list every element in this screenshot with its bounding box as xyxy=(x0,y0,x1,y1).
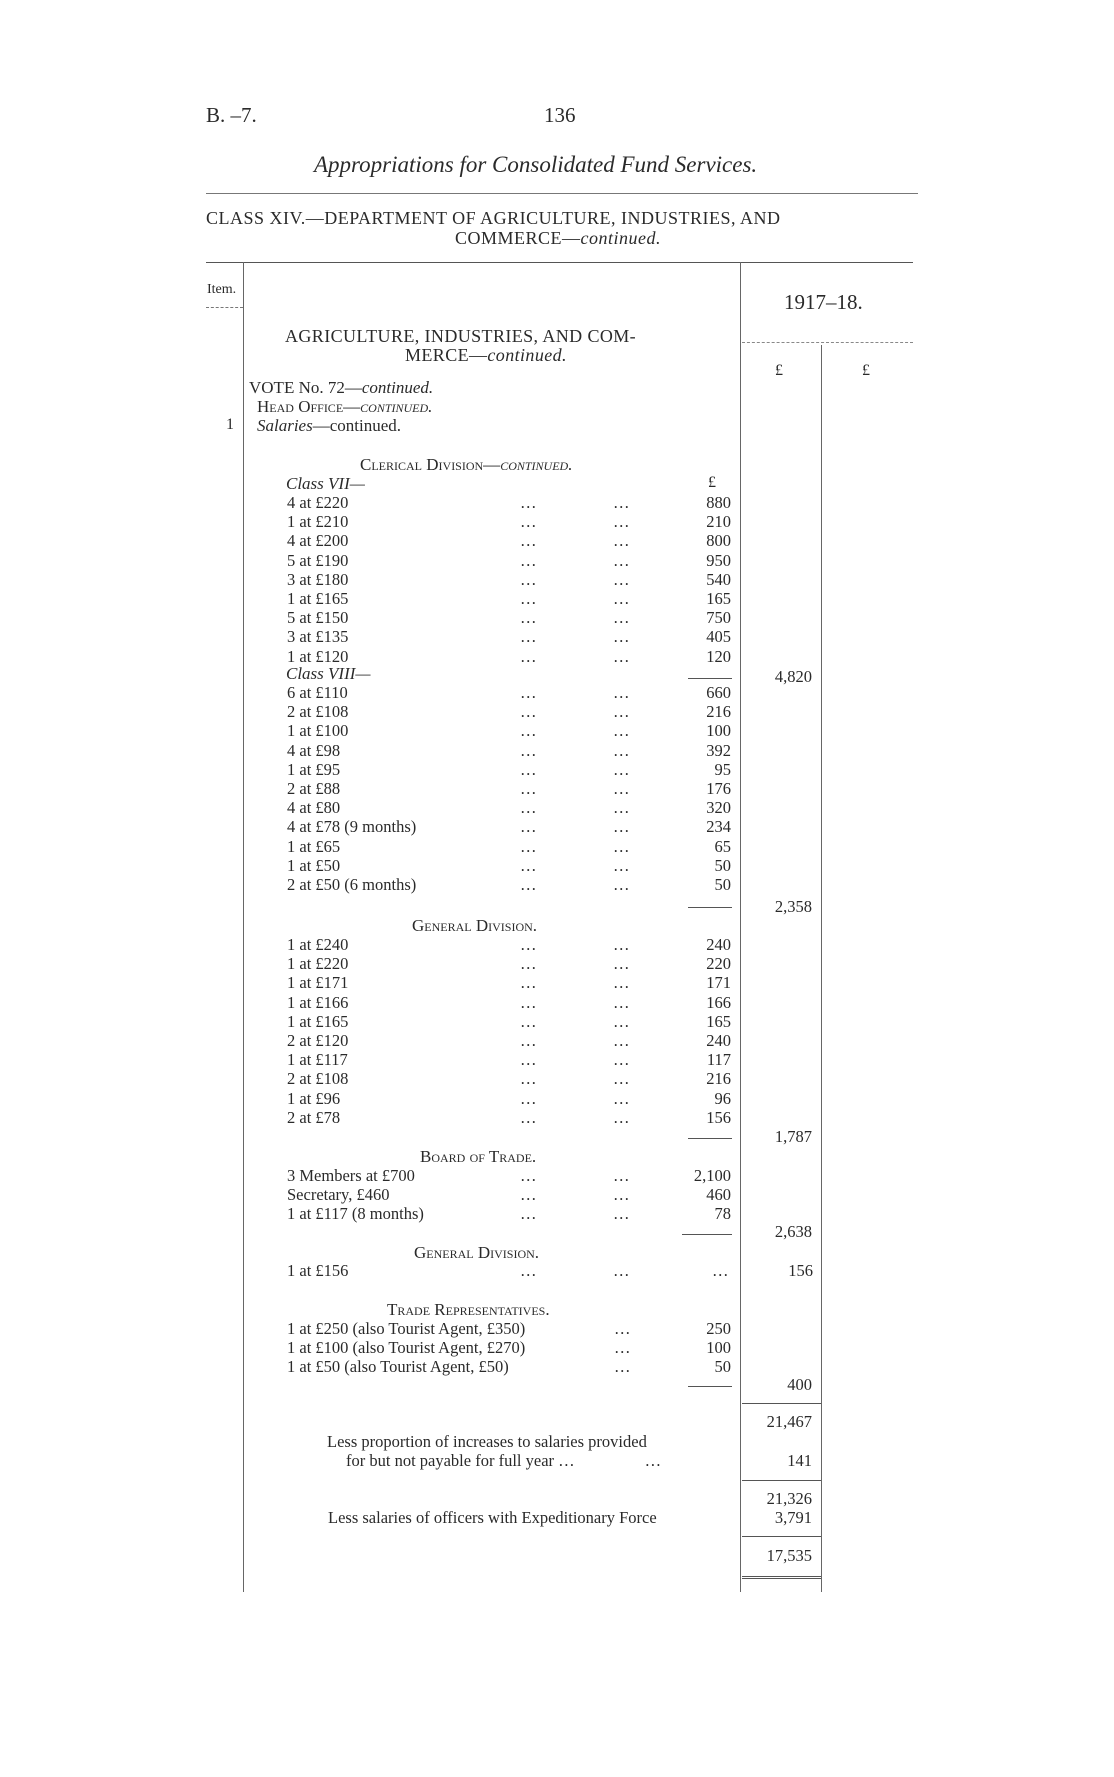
general-division-amount: 240 xyxy=(706,935,731,954)
amount-column-rule xyxy=(740,262,741,1592)
general-division-amount: 240 xyxy=(706,1031,731,1050)
year-header-rule xyxy=(742,342,913,343)
class-vii-amount: 165 xyxy=(706,589,731,608)
general-division-row xyxy=(0,993,1114,1012)
class-viii-label: 4 at £98 xyxy=(287,740,341,760)
class-vii-label: 4 at £220 xyxy=(287,493,349,512)
dot-leader: … xyxy=(613,759,630,779)
class-vii-amount: 750 xyxy=(706,608,731,628)
dot-leader: … xyxy=(613,954,630,974)
class-viii-label: 4 at £78 (9 months) xyxy=(287,817,417,837)
dot-leader: … xyxy=(613,779,630,798)
less-increases-amount: 141 xyxy=(787,1451,812,1470)
dot-leader: … xyxy=(520,1031,537,1050)
dot-leader: … xyxy=(520,683,537,702)
document-reference: B. –7. xyxy=(206,103,257,127)
dot-leader: … xyxy=(613,550,630,570)
dot-leader: … xyxy=(712,1261,729,1280)
board-of-trade-total-rule xyxy=(682,1234,732,1235)
trade-representatives-amount: 250 xyxy=(706,1319,731,1338)
board-of-trade-row xyxy=(0,1166,1114,1185)
dot-leader: … xyxy=(613,493,630,512)
class-vii-amount: 405 xyxy=(706,627,731,647)
dot-leader: … xyxy=(613,817,630,837)
dot-leader: … xyxy=(613,512,630,532)
class-viii-label: 1 at £65 xyxy=(287,836,341,856)
class-heading-line2 xyxy=(455,228,661,249)
general-division-row xyxy=(0,935,1114,954)
dot-leader: … xyxy=(613,627,630,647)
class-vii-row xyxy=(0,589,1114,608)
class-vii-row xyxy=(0,512,1114,531)
class-viii-label: Class VIII— xyxy=(286,664,371,683)
class-vii-label: 3 at £135 xyxy=(287,627,349,647)
class-viii-row xyxy=(0,683,1114,702)
class-heading-main: COMMERCE— xyxy=(455,228,581,248)
general-division-row xyxy=(0,1069,1114,1088)
dot-leader: … xyxy=(520,992,537,1012)
item-header-rule xyxy=(206,307,243,308)
class-viii-label: 2 at £108 xyxy=(287,702,349,722)
dot-leader: … xyxy=(613,1031,630,1050)
class-vii-label: 5 at £190 xyxy=(287,550,349,570)
trade-representatives-label: 1 at £250 (also Tourist Agent, £350) xyxy=(287,1319,526,1338)
class-viii-amount: 50 xyxy=(714,855,731,875)
general-division-2-row xyxy=(0,1261,1114,1280)
clerical-division-continued: continued. xyxy=(500,455,573,474)
class-vii-amount: 120 xyxy=(706,646,731,666)
class-heading-continued: continued. xyxy=(580,228,662,248)
dot-leader: … xyxy=(520,493,537,512)
dot-leader: … xyxy=(520,875,537,894)
board-of-trade-label: Secretary, £460 xyxy=(287,1185,390,1205)
dot-leader: … xyxy=(520,954,537,974)
page-title: Appropriations for Consolidated Fund Services. xyxy=(314,152,758,177)
class-vii-label: 5 at £150 xyxy=(287,608,349,628)
class-viii-label: 6 at £110 xyxy=(287,683,348,702)
class-viii-amount: 95 xyxy=(714,759,731,779)
board-of-trade-label: 1 at £117 (8 months) xyxy=(287,1204,424,1224)
dot-leader: … xyxy=(520,1261,537,1280)
dot-leader: … xyxy=(520,531,537,551)
board-of-trade-row xyxy=(0,1204,1114,1223)
salaries-label: Salaries xyxy=(257,416,313,435)
grand-total: 17,535 xyxy=(766,1546,812,1565)
dot-leader: … xyxy=(613,646,630,666)
class-vii-label: 3 at £180 xyxy=(287,569,349,589)
item-column-header: Item. xyxy=(207,282,237,297)
class-viii-label: 2 at £50 (6 months) xyxy=(287,875,417,894)
vote-line xyxy=(249,378,433,398)
class-viii-label: 1 at £100 xyxy=(287,721,349,741)
head-office-continued: continued. xyxy=(360,397,433,416)
dot-leader: … xyxy=(520,973,537,993)
dot-leader: … xyxy=(613,683,630,702)
trade-representatives-total: 400 xyxy=(787,1375,812,1394)
class-viii-amount: 660 xyxy=(706,683,731,702)
dot-leader: … xyxy=(644,1451,662,1470)
dot-leader: … xyxy=(613,1204,630,1224)
less-expeditionary-amount: 3,791 xyxy=(774,1508,812,1527)
general-division-row xyxy=(0,1012,1114,1031)
subtotal-1-rule xyxy=(742,1403,821,1404)
dot-leader: … xyxy=(613,992,630,1012)
class-vii-amount: 800 xyxy=(706,531,731,551)
board-of-trade-amount: 2,100 xyxy=(693,1166,731,1185)
dot-leader: … xyxy=(520,740,537,760)
vote-continued: continued. xyxy=(361,378,434,397)
general-division-heading: General Division. xyxy=(412,916,538,935)
section-title-main: MERCE— xyxy=(405,345,488,365)
general-division-amount: 165 xyxy=(706,1011,731,1031)
board-of-trade-heading: Board of Trade. xyxy=(420,1147,537,1166)
dot-leader: … xyxy=(520,702,537,722)
dot-leader: … xyxy=(613,1069,630,1089)
dot-leader: … xyxy=(520,798,537,818)
dot-leader: … xyxy=(613,836,630,856)
class-viii-row xyxy=(0,741,1114,760)
class-viii-row xyxy=(0,702,1114,721)
dot-leader: … xyxy=(520,836,537,856)
general-division-total: 1,787 xyxy=(774,1127,812,1146)
dot-leader: … xyxy=(520,1011,537,1031)
dot-leader: … xyxy=(613,798,630,818)
dot-leader: … xyxy=(614,1319,631,1338)
class-vii-label: 4 at £200 xyxy=(287,531,349,551)
board-of-trade-total: 2,638 xyxy=(774,1222,812,1241)
class-viii-amount: 65 xyxy=(714,836,731,856)
general-division-label: 1 at £166 xyxy=(287,992,349,1012)
title-rule xyxy=(206,193,918,194)
dot-leader: … xyxy=(520,721,537,741)
salaries-continued: —continued. xyxy=(312,416,402,435)
class-viii-label: 2 at £88 xyxy=(287,779,341,798)
general-division-total-rule xyxy=(688,1138,732,1139)
class-viii-row xyxy=(0,760,1114,779)
trade-representatives-heading: Trade Representatives. xyxy=(387,1300,550,1319)
general-division-row xyxy=(0,1050,1114,1069)
class-vii-row xyxy=(0,608,1114,627)
pound-column-symbol: £ xyxy=(708,474,716,491)
dot-leader: … xyxy=(614,1338,631,1358)
dot-leader: … xyxy=(520,779,537,798)
dot-leader: … xyxy=(520,759,537,779)
grand-total-double-rule xyxy=(742,1576,821,1579)
class-viii-label: 1 at £50 xyxy=(287,855,341,875)
section-title-continued: continued. xyxy=(487,345,567,365)
dot-leader: … xyxy=(558,1451,575,1470)
class-viii-total: 2,358 xyxy=(774,897,812,916)
general-division-2-total: 156 xyxy=(788,1261,813,1280)
dot-leader: … xyxy=(520,627,537,647)
class-heading-line1: CLASS XIV.—DEPARTMENT OF AGRICULTURE, INDUSTRIES, AND xyxy=(206,208,781,228)
dot-leader: … xyxy=(520,935,537,954)
subtotal-1: 21,467 xyxy=(766,1412,812,1431)
general-division-label: 1 at £117 xyxy=(287,1050,348,1070)
class-vii-label: 1 at £165 xyxy=(287,589,349,608)
class-viii-row xyxy=(0,779,1114,798)
class-vii-label: Class VII— xyxy=(286,474,365,493)
less-expeditionary-label: Less salaries of officers with Expeditionary Force xyxy=(328,1508,657,1527)
clerical-division-label: Clerical Division— xyxy=(360,455,501,474)
dot-leader: … xyxy=(613,608,630,628)
dot-leader: … xyxy=(520,1069,537,1089)
general-division-row xyxy=(0,1108,1114,1127)
dot-leader: … xyxy=(613,1050,630,1070)
item-column-rule xyxy=(243,262,244,1592)
class-vii-total-rule xyxy=(688,678,732,679)
dot-leader: … xyxy=(520,1050,537,1070)
class-vii-amount: 880 xyxy=(706,493,731,512)
dot-leader: … xyxy=(613,1166,630,1185)
trade-representatives-row xyxy=(0,1319,1114,1338)
board-of-trade-row xyxy=(0,1185,1114,1204)
general-division-amount: 220 xyxy=(706,954,731,974)
item-number: 1 xyxy=(226,416,234,433)
section-title-line2 xyxy=(405,345,567,366)
dot-leader: … xyxy=(520,512,537,532)
dot-leader: … xyxy=(520,569,537,589)
dot-leader: … xyxy=(520,608,537,628)
table-top-rule xyxy=(206,262,913,263)
class-vii-label: 1 at £120 xyxy=(287,646,349,666)
clerical-division-heading xyxy=(360,455,572,475)
board-of-trade-label: 3 Members at £700 xyxy=(287,1166,415,1185)
head-office-label: Head Office— xyxy=(257,397,361,416)
dot-leader: … xyxy=(613,702,630,722)
trade-representatives-row xyxy=(0,1357,1114,1376)
class-viii-row xyxy=(0,856,1114,875)
class-viii-row xyxy=(0,721,1114,740)
trade-representatives-label: 1 at £100 (also Tourist Agent, £270) xyxy=(287,1338,526,1358)
general-division-amount: 117 xyxy=(706,1050,731,1070)
grand-total-rule xyxy=(742,1536,821,1537)
dot-leader: … xyxy=(613,875,630,894)
dot-leader: … xyxy=(520,1107,537,1127)
dot-leader: … xyxy=(613,855,630,875)
class-viii-row xyxy=(0,798,1114,817)
general-division-label: 2 at £120 xyxy=(287,1031,349,1050)
dot-leader: … xyxy=(613,1011,630,1031)
dot-leader: … xyxy=(520,1166,537,1185)
class-viii-amount: 50 xyxy=(714,875,731,894)
general-division-label: 1 at £171 xyxy=(287,973,349,993)
class-vii-row xyxy=(0,627,1114,646)
general-division-amount: 171 xyxy=(706,973,731,993)
class-vii-total: 4,820 xyxy=(774,667,812,686)
dot-leader: … xyxy=(520,1088,537,1108)
subtotal-2: 21,326 xyxy=(766,1489,812,1508)
class-viii-amount: 234 xyxy=(706,817,731,837)
trade-representatives-label: 1 at £50 (also Tourist Agent, £50) xyxy=(287,1357,509,1377)
class-vii-row xyxy=(0,551,1114,570)
class-viii-amount: 100 xyxy=(706,721,731,741)
general-division-row xyxy=(0,1031,1114,1050)
trade-representatives-row xyxy=(0,1338,1114,1357)
board-of-trade-amount: 78 xyxy=(714,1204,731,1224)
dot-leader: … xyxy=(613,1185,630,1205)
dot-leader: … xyxy=(613,589,630,608)
trade-representatives-total-rule xyxy=(688,1386,732,1387)
general-division-amount: 156 xyxy=(706,1107,731,1127)
less-increases-line2 xyxy=(346,1451,661,1470)
class-vii-row xyxy=(0,647,1114,666)
dot-leader: … xyxy=(613,1088,630,1108)
subtotal-2-rule xyxy=(742,1480,821,1481)
year-column-header: 1917–18. xyxy=(784,290,863,314)
general-division-row xyxy=(0,1089,1114,1108)
class-vii-amount: 540 xyxy=(706,569,731,589)
general-division-amount: 96 xyxy=(714,1088,731,1108)
dot-leader: … xyxy=(520,646,537,666)
class-viii-amount: 320 xyxy=(706,798,731,818)
trade-representatives-amount: 100 xyxy=(706,1338,731,1358)
page-number: 136 xyxy=(544,103,576,127)
dot-leader: … xyxy=(520,1204,537,1224)
pound-symbol-left: £ xyxy=(775,362,783,379)
general-division-2-label: 1 at £156 xyxy=(287,1261,349,1280)
dot-leader: … xyxy=(520,589,537,608)
general-division-label: 2 at £78 xyxy=(287,1107,341,1127)
dot-leader: … xyxy=(613,973,630,993)
class-vii-row xyxy=(0,531,1114,550)
class-viii-row xyxy=(0,875,1114,894)
class-vii-amount: 210 xyxy=(706,512,731,532)
dot-leader: … xyxy=(520,1185,537,1205)
section-title-line1: AGRICULTURE, INDUSTRIES, AND COM- xyxy=(285,326,637,346)
dot-leader: … xyxy=(613,531,630,551)
head-office-line xyxy=(257,397,432,417)
general-division-label: 1 at £240 xyxy=(287,935,349,954)
general-division-label: 2 at £108 xyxy=(287,1069,349,1089)
dot-leader: … xyxy=(613,740,630,760)
dot-leader: … xyxy=(520,855,537,875)
pound-symbol-right: £ xyxy=(862,362,870,379)
dot-leader: … xyxy=(614,1357,631,1377)
class-viii-total-rule xyxy=(688,907,732,908)
class-viii-row xyxy=(0,817,1114,836)
general-division-label: 1 at £96 xyxy=(287,1088,341,1108)
class-viii-amount: 216 xyxy=(706,702,731,722)
dot-leader: … xyxy=(613,721,630,741)
general-division-amount: 216 xyxy=(706,1069,731,1089)
class-vii-row xyxy=(0,570,1114,589)
dot-leader: … xyxy=(520,817,537,837)
trade-representatives-amount: 50 xyxy=(714,1357,731,1377)
less-increases-line1: Less proportion of increases to salaries provided xyxy=(327,1432,647,1451)
general-division-label: 1 at £165 xyxy=(287,1011,349,1031)
general-division-amount: 166 xyxy=(706,992,731,1012)
class-vii-amount: 950 xyxy=(706,550,731,570)
class-vii-row xyxy=(0,493,1114,512)
dot-leader: … xyxy=(613,1107,630,1127)
board-of-trade-amount: 460 xyxy=(706,1185,731,1205)
salaries-line xyxy=(257,416,401,436)
dot-leader: … xyxy=(613,569,630,589)
class-vii-label: 1 at £210 xyxy=(287,512,349,532)
vote-label: VOTE No. 72— xyxy=(249,378,362,397)
dot-leader: … xyxy=(520,550,537,570)
less-increases-text: for but not payable for full year xyxy=(346,1451,555,1470)
general-division-row xyxy=(0,973,1114,992)
class-viii-label: 4 at £80 xyxy=(287,798,341,818)
dot-leader: … xyxy=(613,1261,630,1280)
general-division-2-heading: General Division. xyxy=(414,1243,540,1262)
class-viii-amount: 176 xyxy=(706,779,731,798)
class-viii-label: 1 at £95 xyxy=(287,759,341,779)
class-viii-amount: 392 xyxy=(706,740,731,760)
class-viii-row xyxy=(0,837,1114,856)
dot-leader: … xyxy=(613,935,630,954)
general-division-row xyxy=(0,954,1114,973)
general-division-label: 1 at £220 xyxy=(287,954,349,974)
